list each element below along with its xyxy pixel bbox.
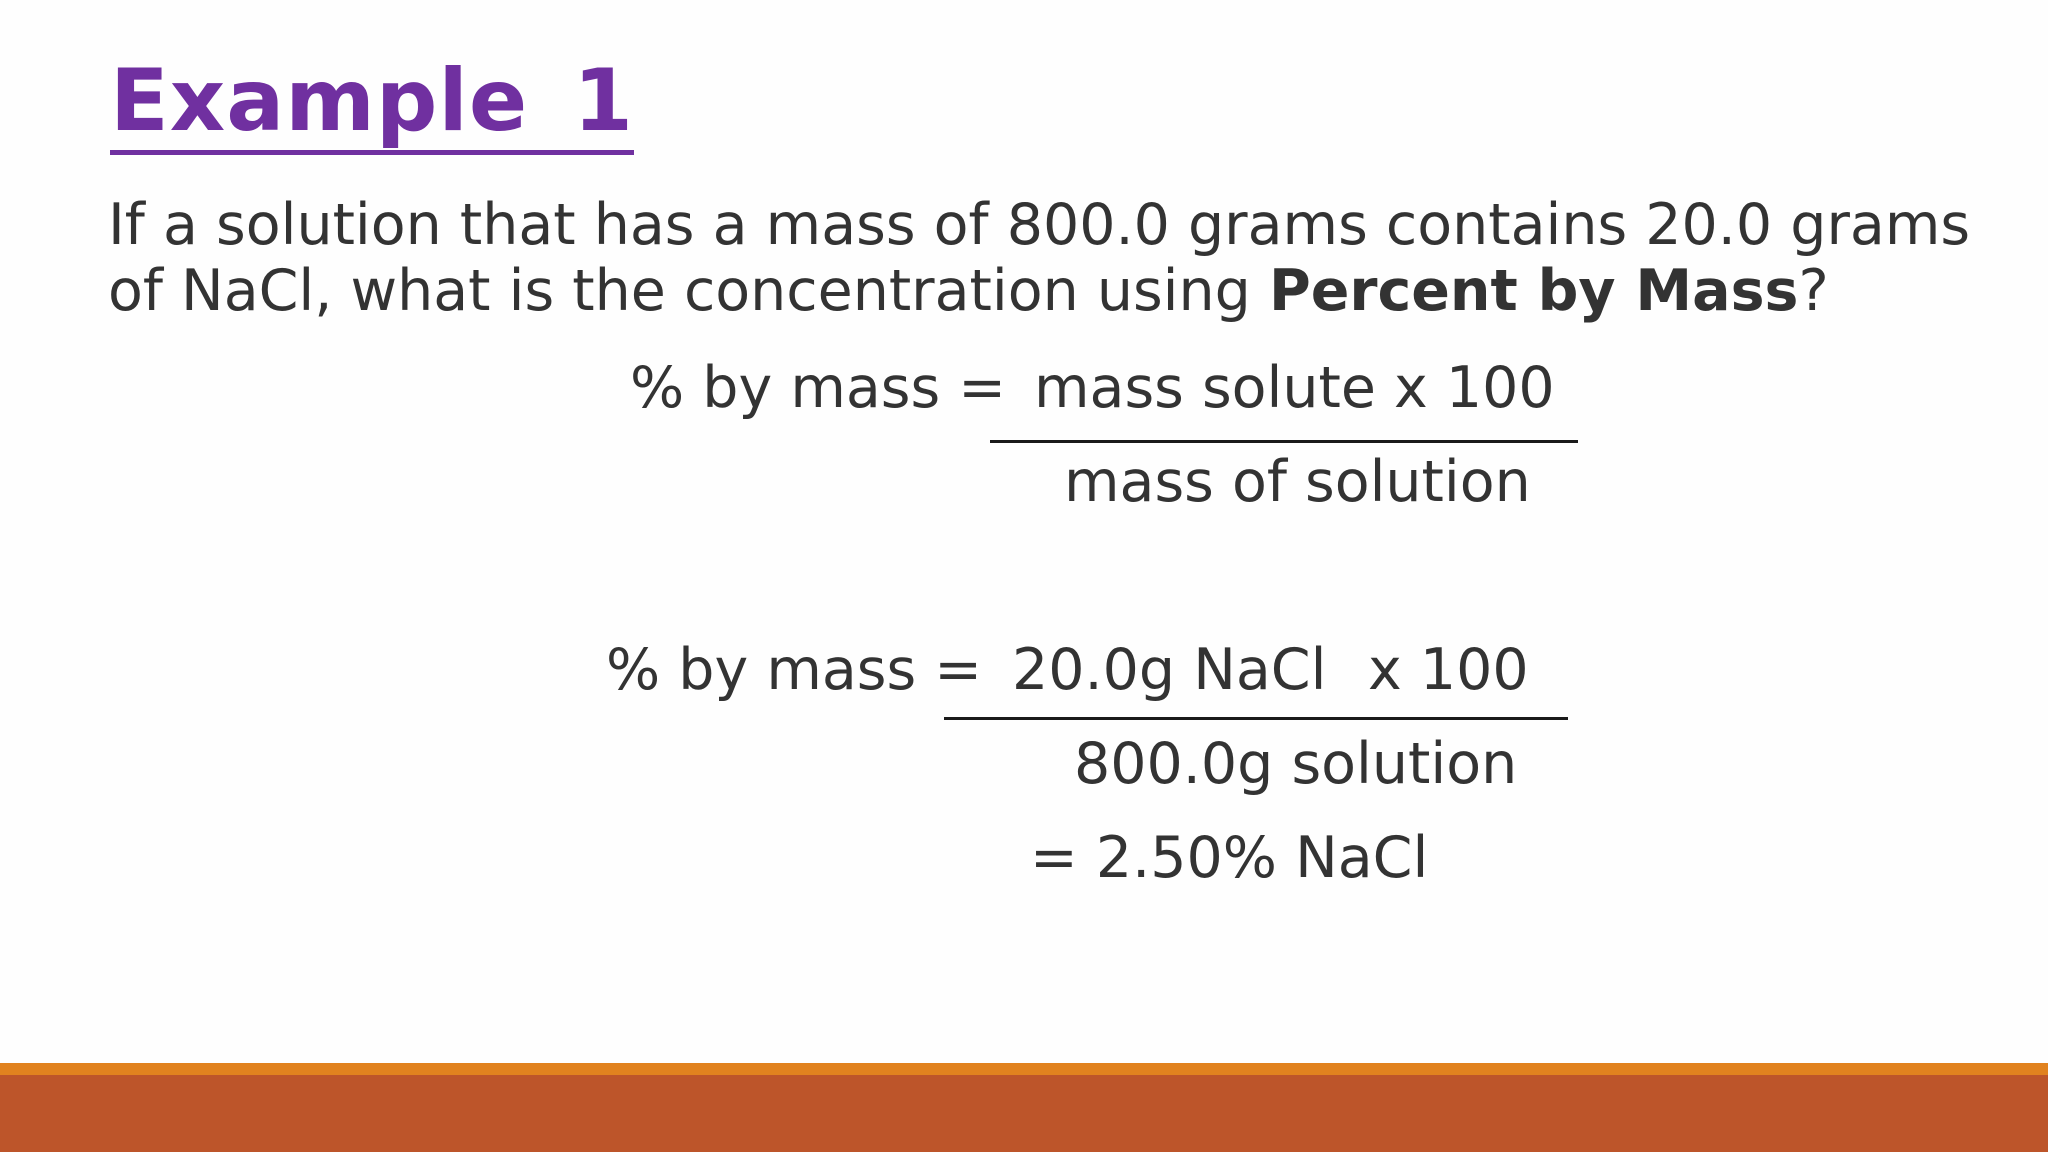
formula-general-numerator: mass solute x 100 xyxy=(1034,355,1555,421)
formula-substituted-denominator: 800.0g solution xyxy=(1074,731,1518,797)
formula-substituted-numerator: 20.0g NaCl xyxy=(1012,637,1327,703)
problem-statement xyxy=(108,192,2018,324)
problem-text-start: If a solution that has a mass of 800.0 grams contains 20.0 grams of NaCl, what is the concentration using xyxy=(108,192,1971,324)
formula-general-fraction-bar xyxy=(990,440,1578,443)
footer-accent-stripe xyxy=(0,1063,2048,1075)
formula-result: = 2.50% NaCl xyxy=(1030,825,1429,891)
problem-text-end: ? xyxy=(1798,258,1829,324)
formula-substituted-lhs: % by mass = xyxy=(606,637,983,703)
formula-general-lhs: % by mass = xyxy=(630,355,1007,421)
formula-general-denominator: mass of solution xyxy=(1064,449,1531,515)
formula-substituted-multiplier: x 100 xyxy=(1368,637,1529,703)
problem-text-bold: Percent by Mass xyxy=(1268,258,1799,324)
slide-title: Example 1 xyxy=(110,58,634,155)
formula-substituted-fraction-bar xyxy=(944,717,1568,720)
footer-band xyxy=(0,1075,2048,1152)
